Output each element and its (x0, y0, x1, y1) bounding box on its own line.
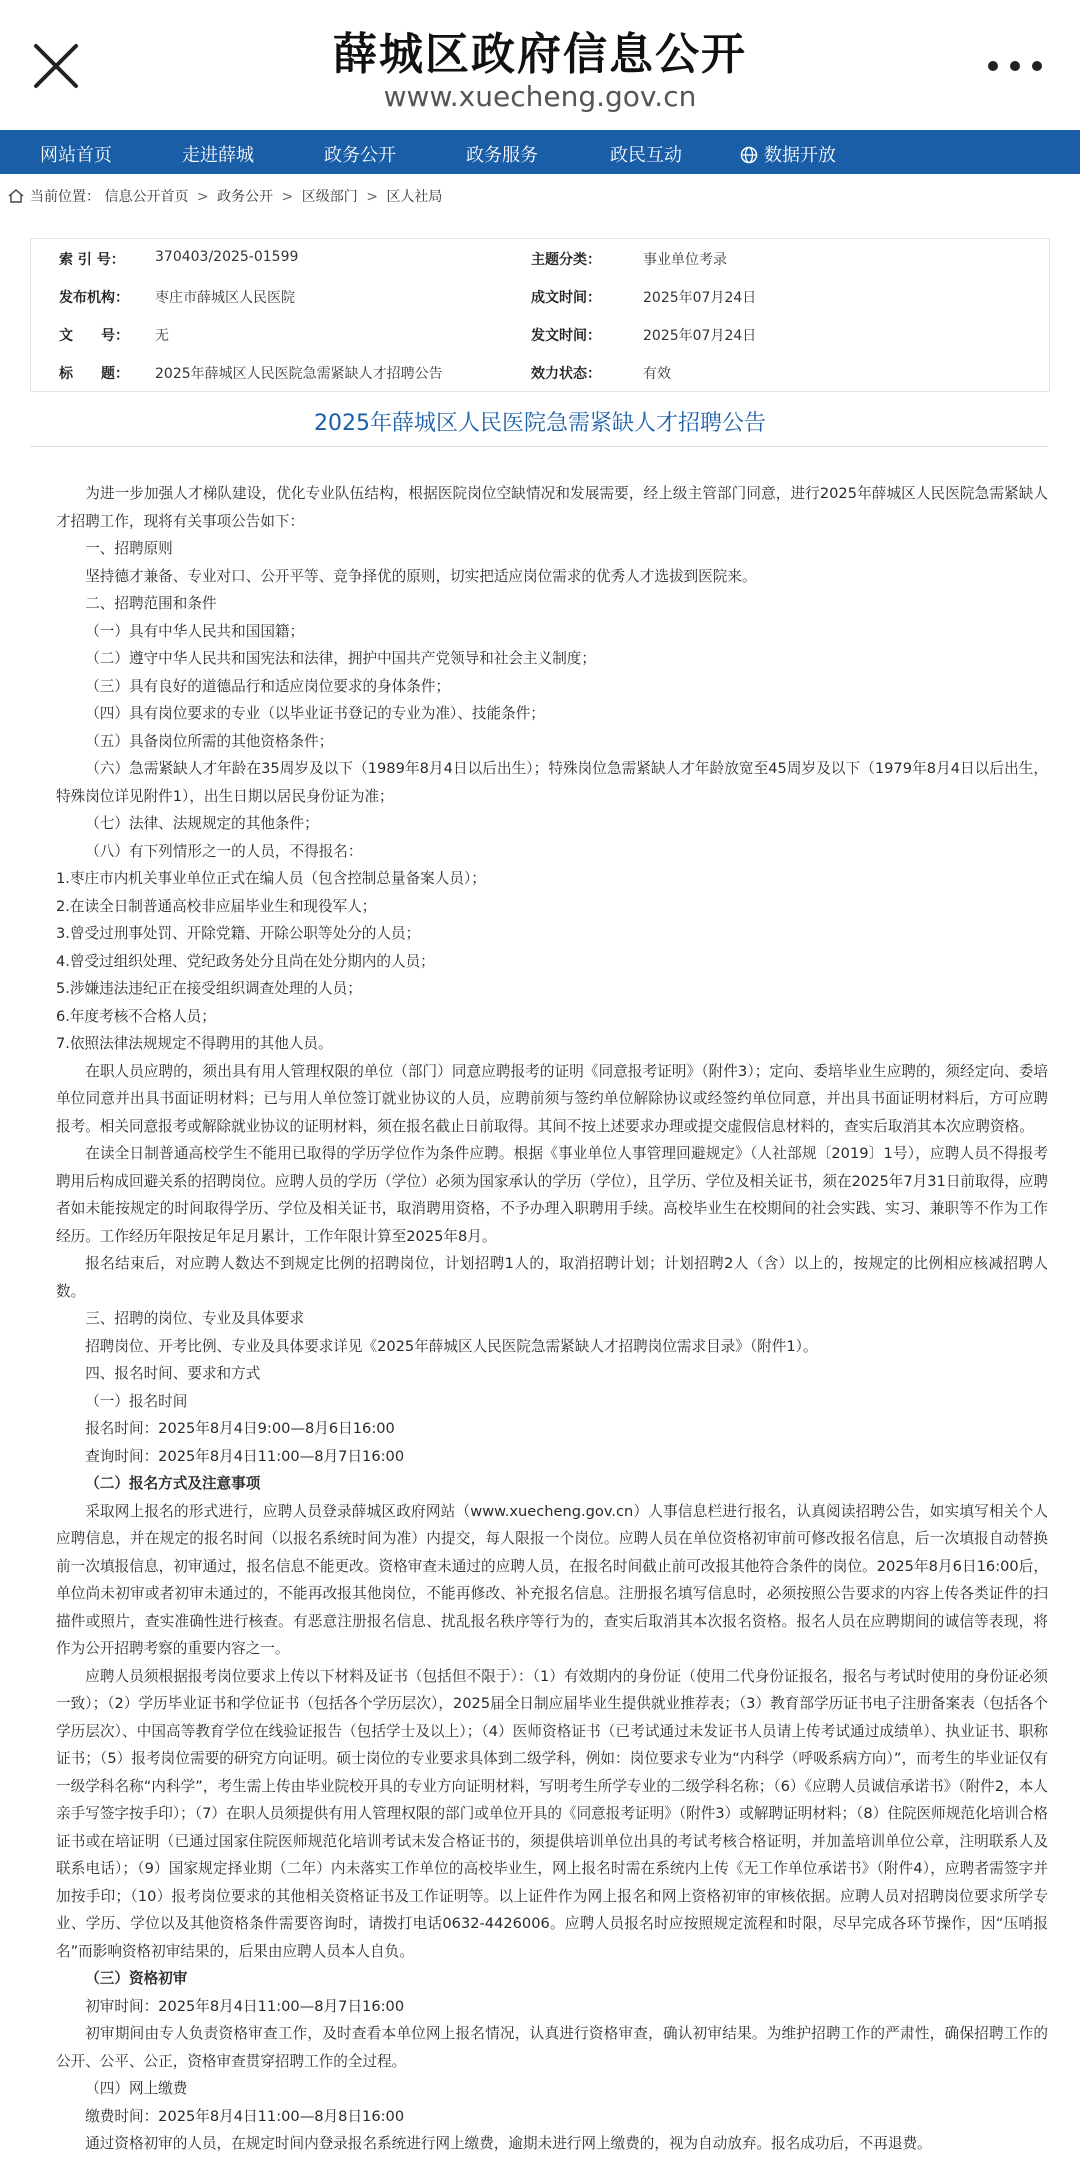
info-row (31, 277, 1049, 315)
paragraph: 查询时间：2025年8月4日11:00—8月7日16:00 (85, 1447, 405, 1465)
nav-item-services[interactable]: 政务服务 (466, 145, 538, 166)
paragraph: 在读全日制普通高校学生不能用已取得的学历学位作为条件应聘。根据《事业单位人事管理回避规定》（人社部规〔2019〕1号），应聘人员不得报考聘用后构成回避关系的招聘岗位。应聘人员的学历（学位）必须为国家承认的学历（学位），且学历、学位及相关证书，须在2025年7月31日前取得，应聘者如未能按规定的时间取得学历、学位及相关证书，取消聘用资格，不予办理入职聘用手续。高校毕业生在校期间的社会实践、实习、兼职等不作为工作经历。工作经历年限按足年足月累计，工作年限计算至2025年8月。 (56, 1145, 1048, 1245)
subsection-heading: （三）资格初审 (85, 1970, 188, 1987)
index-value: 370403/2025-01599 (155, 249, 299, 265)
info-row (31, 315, 1049, 353)
section-heading: 一、招聘原则 (85, 540, 173, 557)
title-value: 2025年薛城区人民医院急需紧缺人才招聘公告 (155, 366, 443, 382)
list-item: （五）具备岗位所需的其他资格条件； (85, 732, 334, 750)
list-item: （一）具有中华人民共和国国籍； (85, 622, 305, 640)
nav-item-home[interactable]: 网站首页 (40, 145, 112, 166)
breadcrumb-item-departments[interactable]: 区级部门 (301, 189, 358, 205)
more-dots-icon (980, 48, 1050, 84)
list-item: 5.涉嫌违法违纪正在接受组织调查处理的人员； (56, 980, 362, 997)
list-item: （七）法律、法规规定的其他条件； (85, 815, 319, 832)
section-heading: 四、报名时间、要求和方式 (85, 1365, 261, 1382)
index-label: 索 引 号： (59, 252, 125, 268)
nav-item-open-data-label: 数据开放 (764, 145, 836, 166)
paragraph: 采取网上报名的形式进行，应聘人员登录薛城区政府网站（www.xuecheng.gov.cn）人事信息栏进行报名，认真阅读招聘公告，如实填写相关个人应聘信息，并在规定的报名时间（以报名系统时间为准）内提交，每人限报一个岗位。应聘人员在单位资格初审前可修改报名信息，后一次填报自动替换前一次填报信息，初审通过，报名信息不能更改。资格审查未通过的应聘人员，在报名时间截止前可改报其他符合条件的岗位。2025年8月6日16:00后，单位尚未初审或者初审未通过的，不能再改报其他岗位，不能再修改、补充报名信息。注册报名填写信息时，必须按照公告要求的内容上传各类证件的扫描件或照片，查实准确性进行核查。有恶意注册报名信息、扰乱报名秩序等行为的，查实后取消其本次报名资格。报名人员在应聘期间的诚信等表现，将作为公开招聘考察的重要内容之一。 (56, 1502, 1048, 1657)
breadcrumb-separator: > (281, 189, 294, 205)
org-label: 发布机构： (59, 290, 129, 306)
paragraph: 应聘人员须根据报考岗位要求上传以下材料及证书（包括但不限于）：（1）有效期内的身份证（使用二代身份证报名，报名与考试时使用的身份证必须一致）；（2）学历毕业证书和学位证书（包括各个学历层次），2025届全日制应届毕业生提供就业推荐表；（3）教育部学历证书电子注册备案表（包括各个学历层次）、中国高等教育学位在线验证报告（包括学士及以上）；（4）医师资格证书（已考试通过未发证书人员请上传考试通过成绩单）、执业证书、职称证书；（5）报考岗位需要的研究方向证明。硕士岗位的专业要求具体到二级学科，例如：岗位要求专业为“内科学（呼吸系病方向）”，而考生的毕业证仅有一级学科名称“内科学”，考生需上传由毕业院校开具的专业方向证明材料，写明考生所学专业的二级学科名称；（6）《应聘人员诚信承诺书》（附件2，本人亲手写签字按手印）；（7）在职人员须提供有用人管理权限的部门或单位开具的《同意报考证明》（附件3）或解聘证明材料；（8）住院医师规范化培训合格证书或在培证明（已通过国家住院医师规范化培训考试未发合格证书的，须提供培训单位出具的考试考核合格证明，并加盖培训单位公章，注明联系人及联系电话）；（9）国家规定择业期（二年）内未落实工作单位的高校毕业生，网上报名时需在系统内上传《无工作单位承诺书》（附件4），应聘者需签字并加按手印；（10）报考岗位要求的其他相关资格证书及工作证明等。以上证件作为网上报名和网上资格初审的审核依据。应聘人员对招聘岗位要求所学专业、学历、学位以及其他资格条件需要咨询时，请拨打电话0632-4426006。应聘人员报名时应按照规定流程和时限，尽早完成各环节操作，因“压哨报名”而影响资格初审结果的，后果由应聘人员本人自负。 (56, 1667, 1048, 1960)
list-item: （四）具有岗位要求的专业（以毕业证书登记的专业为准）、技能条件； (85, 705, 545, 722)
status-value: 有效 (643, 366, 671, 382)
subsection-heading: （四）网上缴费 (85, 2080, 188, 2097)
subsection-heading: （二）报名方式及注意事项 (85, 1475, 261, 1492)
subsection-heading: （一）报名时间 (85, 1392, 188, 1410)
browser-header (0, 0, 1080, 130)
info-row (31, 239, 1049, 277)
issued-label: 发文时间： (531, 328, 601, 344)
breadcrumb-prefix: 当前位置： (30, 189, 100, 205)
nav-item-about[interactable]: 走进薛城 (182, 145, 254, 166)
document-info-table (30, 238, 1050, 392)
list-item: （三）具有良好的道德品行和适应岗位要求的身体条件； (85, 677, 451, 695)
paragraph: 在职人员应聘的，须出具有用人管理权限的单位（部门）同意应聘报考的证明《同意报考证明》（附件3）；定向、委培毕业生应聘的，须经定向、委培单位同意并出具书面证明材料；已与用人单位签订就业协议的人员，应聘前须与签约单位解除协议或经签约单位同意，并出具书面证明材料后，方可应聘报考。相关同意报考或解除就业协议的证明材料，须在报名截止日前取得。其间不按上述要求办理或提交虚假信息材料的，查实后取消其本次应聘资格。 (56, 1062, 1048, 1135)
list-item: 7.依照法律法规规定不得聘用的其他人员。 (56, 1035, 333, 1052)
paragraph: 初审期间由专人负责资格审查工作，及时查看本单位网上报名情况，认真进行资格审查，确认初审结果。为维护招聘工作的严肃性，确保招聘工作的公开、公平、公正，资格审查贯穿招聘工作的全过程。 (56, 2025, 1048, 2070)
title-label: 标 题： (59, 366, 129, 382)
main-nav (0, 130, 1080, 174)
article-body (56, 480, 1048, 2158)
issued-value: 2025年07月24日 (643, 328, 757, 344)
paragraph: 招聘岗位、开考比例、专业及具体要求详见《2025年薛城区人民医院急需紧缺人才招聘岗位需求目录》（附件1）。 (85, 1337, 818, 1355)
list-item: 3.曾受过刑事处罚、开除党籍、开除公职等处分的人员； (56, 925, 421, 942)
nav-item-open-data[interactable] (740, 141, 836, 167)
article-title: 2025年薛城区人民医院急需紧缺人才招聘公告 (314, 411, 766, 436)
org-value: 枣庄市薛城区人民医院 (155, 290, 295, 306)
breadcrumb (8, 186, 442, 206)
list-item: （六）急需紧缺人才年龄在35周岁及以下（1989年8月4日以后出生）；特殊岗位急需紧缺人才年龄放宽至45周岁及以下（1979年8月4日以后出生，特殊岗位详见附件1），出生日期以居民身份证为准； (56, 760, 1048, 805)
globe-icon (740, 146, 758, 164)
paragraph: 通过资格初审的人员，在规定时间内登录报名系统进行网上缴费，逾期未进行网上缴费的，视为自动放弃。报名成功后，不再退费。 (85, 2135, 932, 2152)
list-item: 4.曾受过组织处理、党纪政务处分且尚在处分期内的人员； (56, 952, 435, 970)
created-label: 成文时间： (531, 290, 601, 306)
doc-number-value: 无 (155, 328, 169, 344)
nav-item-interaction[interactable]: 政民互动 (610, 145, 682, 166)
status-label: 效力状态： (531, 366, 601, 382)
info-row (31, 353, 1049, 391)
list-item: 2.在读全日制普通高校非应届毕业生和现役军人； (56, 897, 377, 915)
topic-value: 事业单位考录 (643, 252, 727, 268)
list-item: （八）有下列情形之一的人员，不得报名： (85, 842, 363, 860)
list-item: （二）遵守中华人民共和国宪法和法律，拥护中国共产党领导和社会主义制度； (85, 650, 596, 667)
paragraph: 坚持德才兼备、专业对口、公开平等、竞争择优的原则，切实把适应岗位需求的优秀人才选拔到医院来。 (85, 567, 757, 585)
paragraph: 初审时间：2025年8月4日11:00—8月7日16:00 (85, 1997, 405, 2015)
breadcrumb-separator: > (196, 189, 209, 205)
title-divider (30, 446, 1048, 447)
paragraph: 报名时间：2025年8月4日9:00—8月6日16:00 (85, 1420, 395, 1437)
nav-item-gov-affairs[interactable]: 政务公开 (324, 145, 396, 166)
more-menu-button[interactable] (980, 48, 1050, 84)
topic-label: 主题分类： (531, 252, 601, 268)
breadcrumb-separator: > (366, 189, 378, 205)
home-icon (8, 189, 24, 203)
paragraph: 报名结束后，对应聘人数达不到规定比例的招聘岗位，计划招聘1人的，取消招聘计划；计划招聘2人（含）以上的，按规定的比例相应核减招聘人数。 (56, 1255, 1048, 1300)
breadcrumb-item-gov-affairs[interactable]: 政务公开 (217, 189, 274, 205)
breadcrumb-item-hr-bureau[interactable]: 区人社局 (386, 189, 443, 205)
list-item: 1.枣庄市内机关事业单位正式在编人员（包含控制总量备案人员）； (56, 870, 486, 887)
breadcrumb-item-home[interactable]: 信息公开首页 (104, 189, 189, 205)
section-heading: 三、招聘的岗位、专业及具体要求 (85, 1310, 305, 1327)
section-heading: 二、招聘范围和条件 (85, 595, 217, 612)
paragraph: 为进一步加强人才梯队建设，优化专业队伍结构，根据医院岗位空缺情况和发展需要，经上级主管部门同意，进行2025年薛城区人民医院急需紧缺人才招聘工作，现将有关事项公告如下： (56, 485, 1048, 530)
page-url: www.xuecheng.gov.cn (383, 80, 697, 113)
list-item: 6.年度考核不合格人员； (56, 1007, 216, 1025)
page-title: 薛城区政府信息公开 (333, 29, 747, 80)
created-value: 2025年07月24日 (643, 290, 757, 306)
paragraph: 缴费时间：2025年8月4日11:00—8月8日16:00 (85, 2107, 405, 2125)
doc-number-label: 文 号： (59, 328, 129, 344)
